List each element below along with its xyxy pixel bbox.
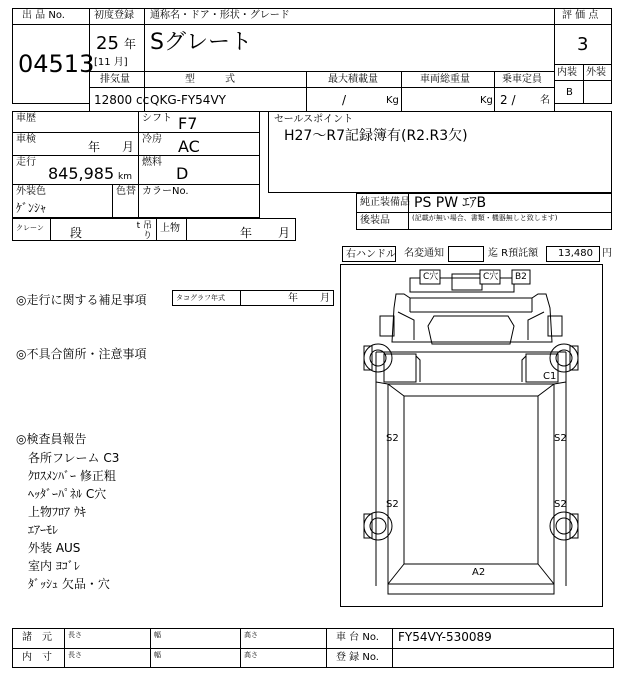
tachograph-month: 月 (320, 293, 330, 304)
front-right-wheel (550, 344, 578, 372)
mileage-label: 走行 (16, 157, 36, 168)
sales-point-label: セールスポイント (274, 114, 354, 125)
aftermarket-label: 後装品 (360, 215, 390, 226)
body-month: 月 (278, 226, 291, 240)
width-label-2: 幅 (154, 651, 161, 659)
ac-value: AC (178, 137, 200, 156)
height-label-1: 高さ (244, 631, 258, 639)
fuel-label: 燃料 (142, 157, 162, 168)
ac-label: 冷房 (142, 134, 162, 145)
score-label: 評 価 点 (562, 10, 599, 21)
model-value: QKG-FY54VY (150, 93, 226, 107)
history-label: 車歴 (16, 113, 36, 124)
capacity-unit: 名 (540, 95, 550, 106)
color-no-label: カラーNo. (142, 186, 189, 197)
score: 3 (577, 34, 589, 55)
rear-bumper (388, 584, 554, 594)
crane-row (12, 218, 296, 241)
height-label-2: 高さ (244, 651, 258, 659)
mark-s2-left-bottom: S2 (386, 499, 399, 510)
shift-label: シフト (142, 113, 172, 124)
mark-s2-left-top: S2 (386, 433, 399, 444)
tachograph-label: タコグラフ年式 (176, 294, 225, 302)
name-change-label: 名変通知 (404, 248, 444, 259)
crane-label: クレーン (16, 224, 44, 232)
displacement-value: 12800 cc (94, 93, 150, 107)
interior-label: 内装 (557, 67, 577, 78)
inspector-report-line: ﾀﾞｯｼｭ 欠品・穴 (28, 577, 110, 591)
body-label: 上物 (160, 223, 180, 234)
inspector-report-line: 各所フレーム C3 (28, 451, 120, 465)
color-code-label: 色替 (116, 186, 136, 197)
interior-grade: B (566, 87, 573, 98)
cab-roof (428, 316, 514, 344)
max-load-label: 最大積載量 (328, 74, 378, 85)
exterior-label: 外装 (586, 67, 606, 78)
length-label-2: 長さ (68, 651, 82, 659)
mark-c1: C1 (543, 371, 557, 382)
inspection-month: 月 (122, 140, 135, 154)
inspector-report-line: 外装 AUS (28, 541, 81, 555)
mark-a2: A2 (472, 567, 486, 578)
first-reg-label: 初度登録 (94, 10, 134, 21)
inspector-report-label: ◎検査員報告 (16, 432, 87, 446)
name-change-box[interactable] (448, 246, 484, 262)
grille-box (452, 274, 482, 290)
color-label: 外装色 (16, 186, 46, 197)
equipment-value: PS PW ｴｱB (414, 195, 487, 211)
defects-label: ◎不具合箇所・注意事項 (16, 347, 147, 361)
crane-stage: 段 (70, 226, 83, 240)
mileage-unit: km (118, 172, 132, 182)
cargo-body (388, 384, 554, 584)
inspector-report-line: ﾍｯﾀﾞｰﾊﾟﾈﾙ C穴 (28, 487, 107, 501)
vehicle-name-label: 通称名・ドア・形状・グレード (150, 10, 290, 21)
equipment-label: 純正装備品 (360, 197, 410, 208)
inspection-label: 車検 (16, 134, 36, 145)
capacity-label: 乗車定員 (502, 74, 542, 85)
year-unit: 年 (124, 37, 137, 51)
color-value: ｹﾞﾝｼｬ (16, 201, 47, 215)
deposit-value: 13,480 (558, 248, 593, 259)
inspection-year: 年 (88, 140, 101, 154)
spec-row-label: 諸 元 (22, 632, 52, 643)
tachograph-year: 年 (288, 293, 298, 304)
model-label: 型 式 (185, 74, 235, 85)
crane-hang: t 吊り (136, 221, 152, 241)
inspector-report-line: ｸﾛｽﾒﾝﾊﾞｰ 修正粗 (28, 469, 116, 483)
mark-b2: B2 (515, 272, 527, 282)
max-load-unit: Kg (386, 95, 399, 106)
sales-point-value: H27～R7記録簿有(R2.R3欠) (284, 128, 468, 144)
lot-number: 04513 (18, 50, 95, 78)
reg-label: 登 録 No. (336, 652, 379, 663)
aftermarket-note: (記載が無い場合、書類・機器無しと致します) (412, 214, 558, 222)
displacement-label: 排気量 (100, 74, 130, 85)
max-load-slash: / (342, 93, 347, 107)
capacity-value: 2 / (500, 93, 516, 107)
lot-label: 出 品 No. (22, 10, 65, 21)
yen-label: 円 (602, 248, 612, 259)
shift-value: F7 (178, 114, 198, 133)
steering-button[interactable]: 右ハンドル (342, 246, 396, 262)
deposit-label: 迄 R預託額 (488, 248, 539, 259)
width-label-1: 幅 (154, 631, 161, 639)
chassis-value: FY54VY-530089 (398, 630, 492, 644)
inspector-report-line: ｴｱｰﾓﾚ (28, 523, 59, 537)
inner-dim-label: 内 寸 (22, 652, 52, 663)
first-reg-year: 25 (96, 33, 119, 54)
mileage-value: 845,985 (48, 164, 115, 183)
mark-c-hole-left: C穴 (423, 272, 439, 282)
driving-notes-label: ◎走行に関する補足事項 (16, 293, 147, 307)
gross-weight-label: 車両総重量 (420, 74, 470, 85)
gross-weight-unit: Kg (480, 95, 493, 106)
grade: Sグレート (150, 30, 252, 55)
inspector-report-line: 室内 ﾖｺﾞﾚ (28, 559, 80, 573)
mark-s2-right-bottom: S2 (554, 499, 567, 510)
body-year: 年 (240, 226, 253, 240)
inspector-report-line: 上物ﾌﾛｱ ｳｷ (28, 505, 86, 519)
chassis-label: 車 台 No. (336, 632, 379, 643)
fuel-value: D (176, 164, 189, 183)
length-label-1: 長さ (68, 631, 82, 639)
mark-c-hole-right: C穴 (483, 272, 499, 282)
first-reg-month: [11 月] (94, 57, 128, 68)
front-left-wheel (364, 344, 392, 372)
mark-s2-right-top: S2 (554, 433, 567, 444)
